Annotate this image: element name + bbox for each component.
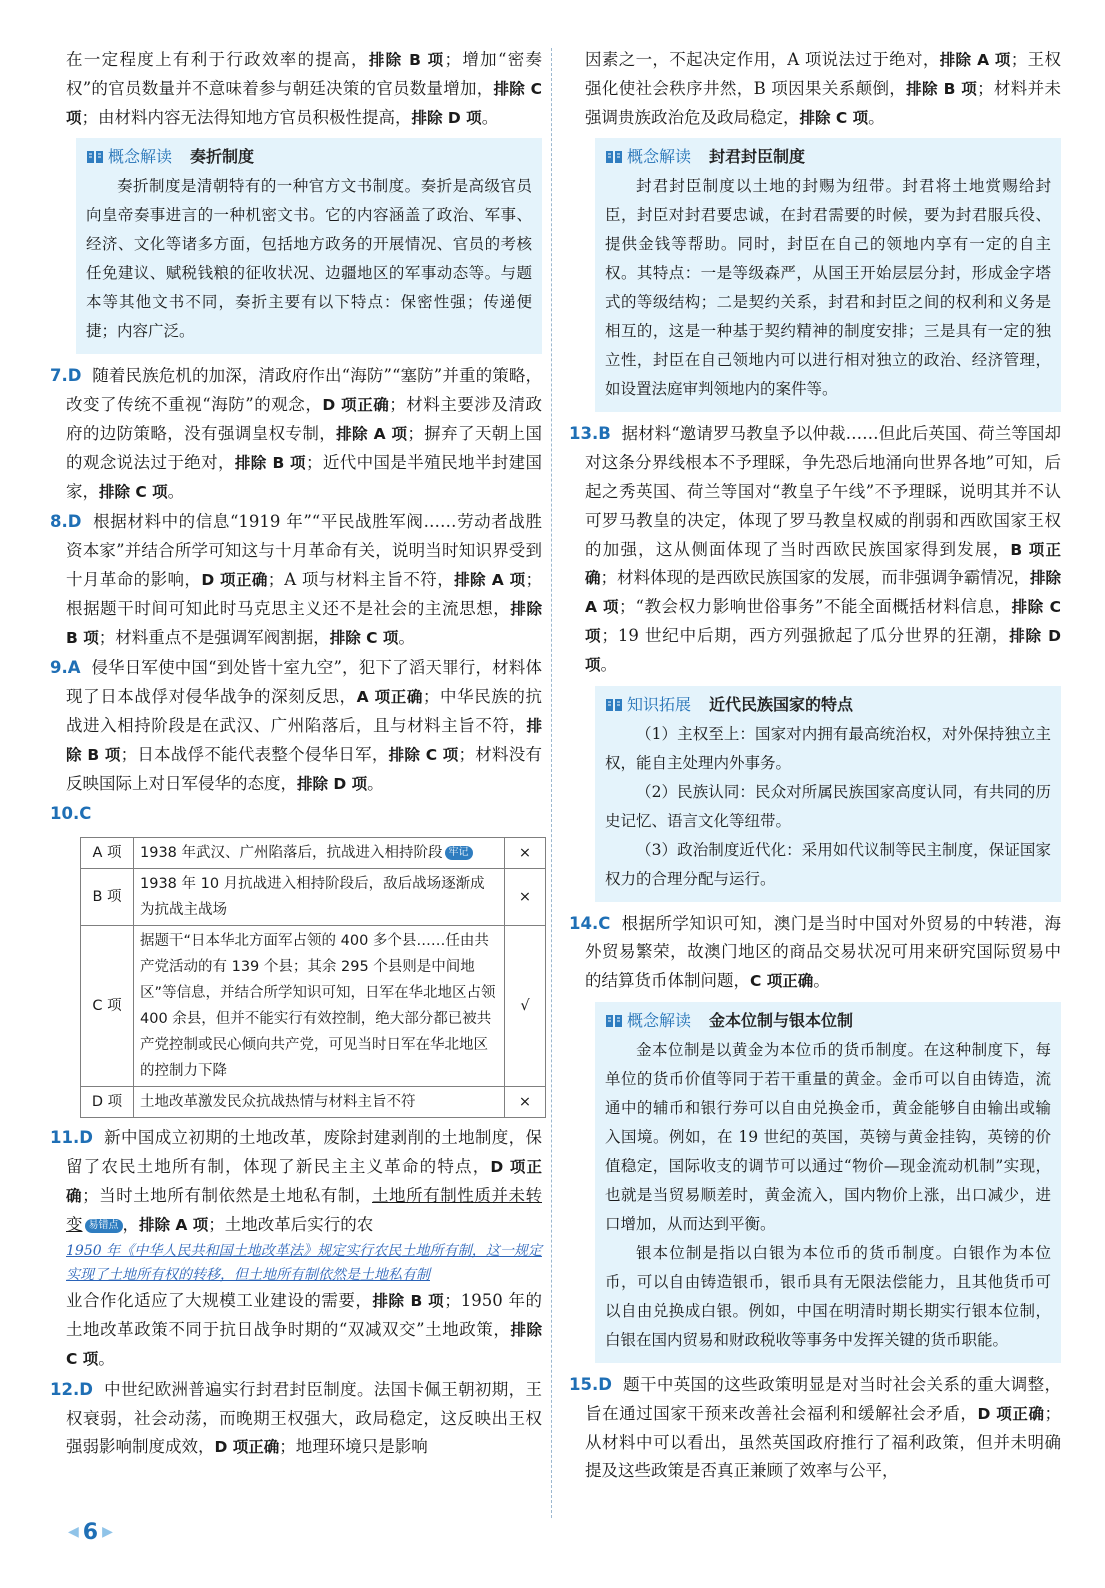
answer-12: 12.D 中世纪欧洲普遍实行封君封臣制度。法国卡佩王朝初期，王权衰弱，社会动荡，而晚期王权强大，政局稳定，这反映出王权强弱影响制度成效，D 项正确；地理环境只是影响 xyxy=(50,1379,542,1457)
memorize-badge: 牢记 xyxy=(445,846,473,860)
knowledge-box-nation-state: 知识拓展 近代民族国家的特点 （1）主权至上：国家对内拥有最高统治权，对外保持独立主权，能自主处理内外事务。 （2）民族认同：民众对所属民族国家高度认同，有共同的历史记忆、语言文化等纽带。 （3）政治制度近代化：采用如代议制等民主制度，保证国家权力的合理分配与运行。 xyxy=(595,686,1061,902)
knowledge-title: 近代民族国家的特点 xyxy=(709,694,854,714)
answer-15: 15.D 题干中英国的这些政策明显是对当时社会关系的重大调整，旨在通过国家干预来改善社会福利和缓解社会矛盾，D 项正确；从材料中可以看出，虽然英国政府推行了福利政策，但并未明确提及这些政策是否真正兼顾了效率与公平， xyxy=(569,1374,1062,1481)
answer-9: 9.A 侵华日军使中国“到处皆十室九空”，犯下了滔天罪行，材料体现了日本战俘对侵华战争的深刻反思，A 项正确；中华民族的抗战进入相持阶段是在武汉、广州陷落后，且与材料主旨不符，排除 B 项；日本战俘不能代表整个侵华日军，排除 C 项；材料没有反映国际上对日军侵华的态度，排除 D 项。 xyxy=(50,658,543,793)
answer-7: 7.D 随着民族危机的加深，清政府作出“海防”“塞防”并重的策略，改变了传统不重视“海防”的观念，D 项正确；材料主要涉及清政府的边防策略，没有强调皇权专制，排除 A 项；摒弃了天朝上国的观念说法过于绝对，排除 B 项；近代中国是半殖民地半封建国家，排除 C 项。 xyxy=(50,366,543,501)
option-mark: × xyxy=(505,838,546,869)
option-label: A 项 xyxy=(81,838,134,869)
handwritten-note: 1950 年《中华人民共和国土地改革法》规定实行农民土地所有制，这一规定实现了土地所有权的转移，但土地所有制依然是土地私有制 xyxy=(66,1243,542,1284)
concept-title: 奏折制度 xyxy=(190,147,255,167)
right-intro: 因素之一，不起决定作用，A 项说法过于绝对，排除 A 项；王权强化使社会秩序井然，B 项因果关系颠倒，排除 B 项；材料并未强调贵族政治危及政局稳定，排除 C 项。 xyxy=(585,50,1062,127)
concept-text: 奏折制度是清朝特有的一种官方文书制度。奏折是高级官员向皇帝奏事进言的一种机密文书。它的内容涵盖了政治、军事、经济、文化等诸多方面，包括地方政务的开展情况、官员的考核任免建议、赋税钱粮的征收状况、边疆地区的军事动态等。与题本等其他文书不同，奏折主要有以下特点：保密性强；传递便捷；内容广泛。 xyxy=(86,177,532,341)
answer-13: 13.B 据材料“邀请罗马教皇予以仲裁……但此后英国、荷兰等国却对这条分界线根本不予理睬，争先恐后地涌向世界各地”可知，后起之秀英国、荷兰等国对“教皇子午线”不予理睬，说明其并不认可罗马教皇的决定，体现了罗马教皇权威的削弱和西欧国家王权的加强，这从侧面体现了当时西欧民族国家得到发展，B 项正确；材料体现的是西欧民族国家的发展，而非强调争霸情况，排除 A 项；“教会权力影响世俗事务”不能全面概括材料信息，排除 C 项；19 世纪中后期，西方列强掀起了瓜分世界的狂潮，排除 D 项。 xyxy=(569,424,1062,674)
concept-text: 银本位制是指以白银为本位币的货币制度。白银作为本位币，可以自由铸造银币，银币具有无限法偿能力，且其他货币可以自由兑换成白银。例如，中国在明清时期长期实行银本位制，白银在国内贸易和财政税收等事务中发挥关键的货币职能。 xyxy=(605,1243,1051,1349)
knowledge-item: （2）民族认同：民众对所属民族国家高度认同，有共同的历史记忆、语言文化等纽带。 xyxy=(605,782,1051,830)
option-text: 据题干“日本华北方面军占领的 400 多个县……任由共产党活动的有 139 个县；其余 295 个县则是中间地区”等信息，并结合所学知识可知，日军在华北地区占领 400 余县，但并不能实行有效控制，绝大部分都已被共产党控制或民心倾向共产党，可见当时日军在华北地区的控制力下降 xyxy=(134,926,505,1087)
concept-title: 封君封臣制度 xyxy=(709,147,806,167)
option-label: C 项 xyxy=(81,926,134,1087)
error-prone-phrase: 土地所有制性质并未转变 xyxy=(66,1185,542,1234)
book-icon xyxy=(605,698,623,712)
option-label: B 项 xyxy=(81,869,134,926)
answer-11-cont: 业合作化适应了大规模工业建设的需要，排除 B 项；1950 年的土地改革政策不同于抗日战争时期的“双减双交”土地政策，排除 C 项。 xyxy=(66,1291,543,1368)
page-number: ◀ 6 ▶ xyxy=(68,1520,113,1545)
answer-14: 14.C 根据所学知识可知，澳门是当时中国对外贸易的中转港，海外贸易繁荣，故澳门地区的商品交易状况可用来研究国际贸易中的结算货币体制问题，C 项正确。 xyxy=(569,913,1062,991)
book-icon xyxy=(605,150,623,164)
option-row xyxy=(81,869,546,926)
concept-box-memorial xyxy=(76,138,542,354)
option-row xyxy=(81,838,546,869)
answer-10-table xyxy=(80,837,546,1118)
left-column xyxy=(50,46,543,1462)
option-mark: √ xyxy=(505,926,546,1087)
answer-11: 11.D 新中国成立初期的土地改革，废除封建剥削的土地制度，保留了农民土地所有制，体现了新民主主义革命的特点，D 项正确；当时土地所有制依然是土地私有制，土地所有制性质并未转变 易错点 ，排除 A 项；土地改革后实行的农 xyxy=(50,1128,543,1234)
option-row xyxy=(81,1087,546,1118)
option-text: 1938 年 10 月抗战进入相持阶段后，敌后战场逐渐成为抗战主战场 xyxy=(134,869,505,926)
option-mark: × xyxy=(505,1087,546,1118)
left-intro: 在一定程度上有利于行政效率的提高，排除 B 项；增加“密奏权”的官员数量并不意味着参与朝廷决策的官员数量增加，排除 C 项；由材料内容无法得知地方官员积极性提高，排除 D 项。 xyxy=(66,50,543,127)
concept-tag: 概念解读 xyxy=(86,147,172,166)
answer-8: 8.D 根据材料中的信息“1919 年”“平民战胜军阀……劳动者战胜资本家”并结合所学可知这与十月革命有关，说明当时知识界受到十月革命的影响，D 项正确；A 项与材料主旨不符，排除 A 项；根据题干时间可知此时马克思主义还不是社会的主流思想，排除 B 项；材料重点不是强调军阀割据，排除 C 项。 xyxy=(50,512,542,647)
option-row xyxy=(81,926,546,1087)
option-text: 土地改革激发民众抗战热情与材料主旨不符 xyxy=(134,1087,505,1118)
answer-10: 10.C xyxy=(50,804,92,824)
error-prone-badge: 易错点 xyxy=(85,1219,123,1233)
concept-text: 封君封臣制度以土地的封赐为纽带。封君将土地赏赐给封臣，封臣对封君要忠诚，在封君需要的时候，要为封君服兵役、提供金钱等帮助。同时，封臣在自己的领地内享有一定的自主权。其特点：一是等级森严，从国王开始层层分封，形成金字塔式的等级结构；二是契约关系，封君和封臣之间的权利和义务是相互的，这是一种基于契约精神的制度安排；三是具有一定的独立性，封臣在自己领地内可以进行相对独立的政治、经济管理，如设置法庭审判领地内的案件等。 xyxy=(605,177,1051,399)
concept-title: 金本位制与银本位制 xyxy=(709,1010,854,1030)
right-column xyxy=(569,46,1062,1486)
knowledge-item: （1）主权至上：国家对内拥有最高统治权，对外保持独立主权，能自主处理内外事务。 xyxy=(605,724,1051,772)
column-divider xyxy=(551,48,552,1518)
concept-text: 金本位制是以黄金为本位币的货币制度。在这种制度下，每单位的货币价值等同于若干重量的黄金。金币可以自由铸造，流通中的辅币和银行券可以自由兑换金币，黄金能够自由输出或输入国境。例如，在 19 世纪的英国，英镑与黄金挂钩，英镑的价值稳定，国际收支的调节可以通过“物价—现金流动机制”实现，也就是当贸易顺差时，黄金流入，国内物价上涨，出口减少，进口增加，从而达到平衡。 xyxy=(605,1040,1051,1233)
knowledge-item: （3）政治制度近代化：采用如代议制等民主制度，保证国家权力的合理分配与运行。 xyxy=(605,840,1051,888)
concept-box-standard: 概念解读 金本位制与银本位制 金本位制是以黄金为本位币的货币制度。在这种制度下，每单位的货币价值等同于若干重量的黄金。金币可以自由铸造，流通中的辅币和银行券可以自由兑换金币，黄金能够自由输出或输入国境。例如，在 19 世纪的英国，英镑与黄金挂钩，英镑的价值稳定，国际收支的调节可以通过“物价—现金流动机制”实现，也就是当贸易顺差时，黄金流入，国内物价上涨，出口减少，进口增加，从而达到平衡。 银本位制是指以白银为本位币的货币制度。白银作为本位币，可以自由铸造银币，银币具有无限法偿能力，且其他货币可以自由兑换成白银。例如，中国在明清时期长期实行银本位制，白银在国内贸易和财政税收等事务中发挥关键的货币职能。 xyxy=(595,1002,1061,1363)
option-label: D 项 xyxy=(81,1087,134,1118)
book-icon xyxy=(86,150,104,164)
book-icon xyxy=(605,1014,623,1028)
option-mark: × xyxy=(505,869,546,926)
option-text: 1938 年武汉、广州陷落后，抗战进入相持阶段 牢记 xyxy=(134,838,505,869)
concept-box-feudal: 概念解读 封君封臣制度 封君封臣制度以土地的封赐为纽带。封君将土地赏赐给封臣，封臣对封君要忠诚，在封君需要的时候，要为封君服兵役、提供金钱等帮助。同时，封臣在自己的领地内享有一定的自主权。其特点：一是等级森严，从国王开始层层分封，形成金字塔式的等级结构；二是契约关系，封君和封臣之间的权利和义务是相互的，这是一种基于契约精神的制度安排；三是具有一定的独立性，封臣在自己领地内可以进行相对独立的政治、经济管理，如设置法庭审判领地内的案件等。 xyxy=(595,138,1061,412)
